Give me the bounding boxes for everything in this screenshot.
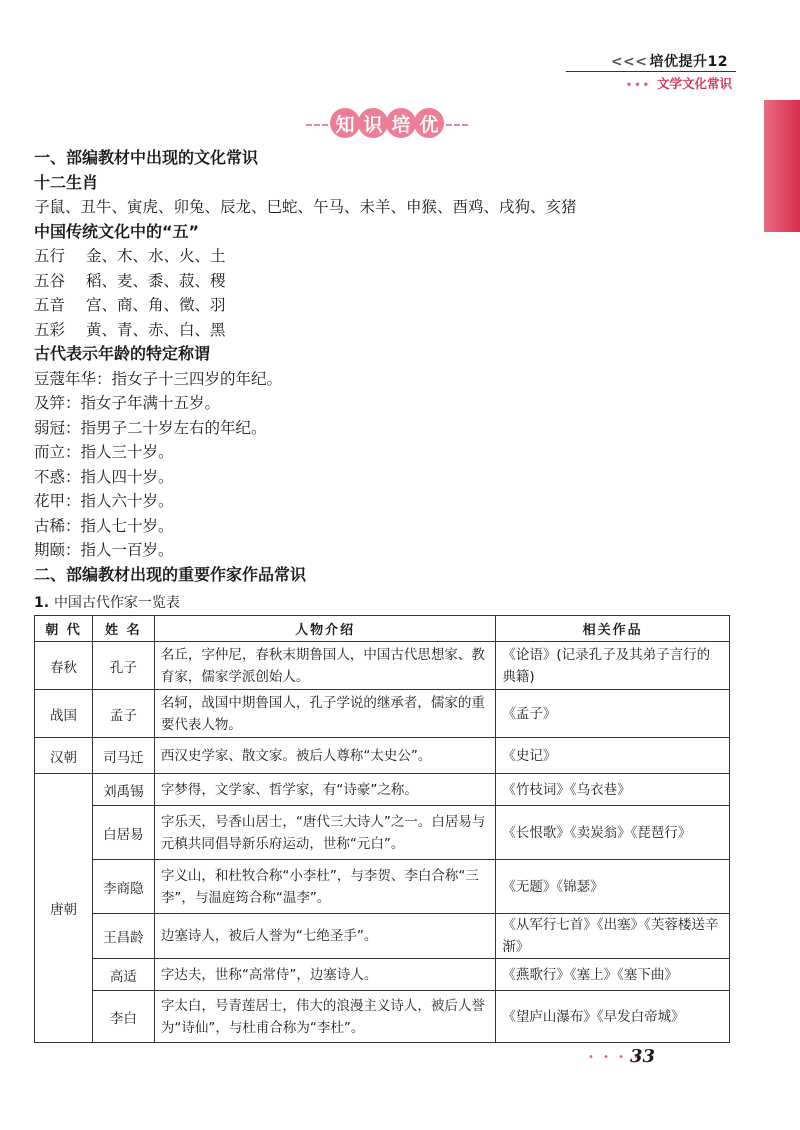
header-name: 姓 名 <box>92 616 154 642</box>
author-cell: 李商隐 <box>92 860 154 914</box>
table-row <box>35 860 730 914</box>
table-title <box>34 592 180 612</box>
table-row <box>35 774 730 806</box>
dynasty-cell: 战国 <box>35 690 93 738</box>
header-works: 相关作品 <box>496 616 730 642</box>
intro-cell: 字达夫，世称“高常侍”，边塞诗人。 <box>154 959 495 991</box>
table-row <box>35 642 730 690</box>
table-header-row <box>35 616 730 642</box>
works-cell: 《燕歌行》《塞上》《塞下曲》 <box>496 959 730 991</box>
banner-line-right <box>446 124 468 126</box>
author-cell: 高适 <box>92 959 154 991</box>
intro-cell: 西汉史学家、散文家。被后人尊称“太史公”。 <box>154 738 495 774</box>
five-item-value: 黄、青、赤、白、黑 <box>86 320 226 339</box>
age-item: 豆蔻年华：指女子十三四岁的年纪。 <box>34 369 283 388</box>
intro-cell: 字太白，号青莲居士，伟大的浪漫主义诗人，被后人誉为“诗仙”，与杜甫合称为“李杜”。 <box>154 991 495 1043</box>
age-item: 古稀：指人七十岁。 <box>34 516 174 535</box>
header-dots: ••• <box>625 80 651 91</box>
banner-char: 优 <box>414 108 444 138</box>
works-cell: 《论语》(记录孔子及其弟子言行的典籍) <box>496 642 730 690</box>
intro-cell: 边塞诗人，被后人誉为“七绝圣手”。 <box>154 914 495 959</box>
dynasty-cell: 唐朝 <box>35 774 93 1043</box>
five-item <box>34 293 734 318</box>
five-title: 中国传统文化中的“五” <box>34 221 200 241</box>
age-item: 花甲：指人六十岁。 <box>34 492 174 510</box>
five-item-name: 五行 <box>34 247 66 265</box>
knowledge-banner <box>306 104 466 144</box>
series-label <box>611 51 728 71</box>
five-item <box>34 318 734 343</box>
dynasty-cell: 春秋 <box>35 642 93 690</box>
banner-char: 知 <box>330 108 360 138</box>
section2-title: 二、部编教材出现的重要作家作品常识 <box>34 564 307 584</box>
table-row <box>35 959 730 991</box>
author-cell: 王昌龄 <box>92 914 154 959</box>
section-label <box>626 74 732 92</box>
works-cell: 《从军行七首》《出塞》《芙蓉楼送辛渐》 <box>496 914 730 959</box>
series-title: 培优提升12 <box>649 54 728 70</box>
age-item: 期颐：指人一百岁。 <box>34 541 174 559</box>
intro-cell: 名丘，字仲尼，春秋末期鲁国人，中国古代思想家、教育家，儒家学派创始人。 <box>154 642 495 690</box>
section1-title: 一、部编教材中出现的文化常识 <box>34 148 259 167</box>
works-cell: 《无题》《锦瑟》 <box>496 860 730 914</box>
age-item: 及笄：指女子年满十五岁。 <box>34 394 221 412</box>
five-item-value: 金、木、水、火、土 <box>86 247 226 265</box>
zodiac-title: 十二生肖 <box>34 172 99 192</box>
works-cell: 《长恨歌》《卖炭翁》《琵琶行》 <box>496 806 730 860</box>
table-number: 1. <box>34 595 50 611</box>
header-intro: 人物介绍 <box>154 616 495 642</box>
header-rule <box>566 71 736 72</box>
works-cell: 《孟子》 <box>496 690 730 738</box>
five-item-value: 宫、商、角、徵、羽 <box>86 296 226 314</box>
banner-line-left <box>306 124 328 126</box>
author-cell: 孟子 <box>92 690 154 738</box>
age-title: 古代表示年龄的特定称谓 <box>34 344 211 363</box>
five-item-value: 稻、麦、黍、菽、稷 <box>86 271 226 290</box>
author-cell: 刘禹锡 <box>92 774 154 806</box>
footer-dots: • • • • <box>588 1052 643 1063</box>
age-item: 而立：指人三十岁。 <box>34 443 174 461</box>
section-name: 文学文化常识 <box>656 76 732 91</box>
intro-cell: 字乐天，号香山居士，“唐代三大诗人”之一。白居易与元稹共同倡导新乐府运动，世称“元白”。 <box>154 806 495 860</box>
main-content <box>34 146 734 587</box>
side-tab <box>764 100 800 232</box>
table-row <box>35 738 730 774</box>
five-item <box>34 244 734 269</box>
five-item-name: 五音 <box>34 296 66 314</box>
works-cell: 《望庐山瀑布》《早发白帝城》 <box>496 991 730 1043</box>
age-item: 弱冠：指男子二十岁左右的年纪。 <box>34 418 267 437</box>
zodiac-line: 子鼠、丑牛、寅虎、卯兔、辰龙、巳蛇、午马、未羊、申猴、酉鸡、戌狗、亥猪 <box>34 198 577 216</box>
works-cell: 《史记》 <box>496 738 730 774</box>
header-arrows: <<< <box>610 54 648 70</box>
table-row <box>35 914 730 959</box>
intro-cell: 字梦得，文学家、哲学家，有“诗豪”之称。 <box>154 774 495 806</box>
author-cell: 司马迁 <box>92 738 154 774</box>
five-item <box>34 269 734 294</box>
intro-cell: 名轲，战国中期鲁国人，孔子学说的继承者，儒家的重要代表人物。 <box>154 690 495 738</box>
banner-char: 识 <box>358 108 388 138</box>
table-title-text: 中国古代作家一览表 <box>53 595 180 611</box>
table-row <box>35 690 730 738</box>
banner-char: 培 <box>386 108 416 138</box>
header-dynasty: 朝 代 <box>35 616 93 642</box>
writers-table <box>34 615 730 1043</box>
author-cell: 白居易 <box>92 806 154 860</box>
table-row <box>35 806 730 860</box>
author-cell: 李白 <box>92 991 154 1043</box>
table-row <box>35 991 730 1043</box>
five-item-name: 五彩 <box>34 320 66 339</box>
works-cell: 《竹枝词》《乌衣巷》 <box>496 774 730 806</box>
age-item: 不惑：指人四十岁。 <box>34 467 174 486</box>
dynasty-cell: 汉朝 <box>35 738 93 774</box>
page-number: 33 <box>630 1046 656 1067</box>
author-cell: 孔子 <box>92 642 154 690</box>
intro-cell: 字义山，和杜牧合称“小李杜”，与李贺、李白合称“三李”，与温庭筠合称“温李”。 <box>154 860 495 914</box>
five-item-name: 五谷 <box>34 271 66 290</box>
